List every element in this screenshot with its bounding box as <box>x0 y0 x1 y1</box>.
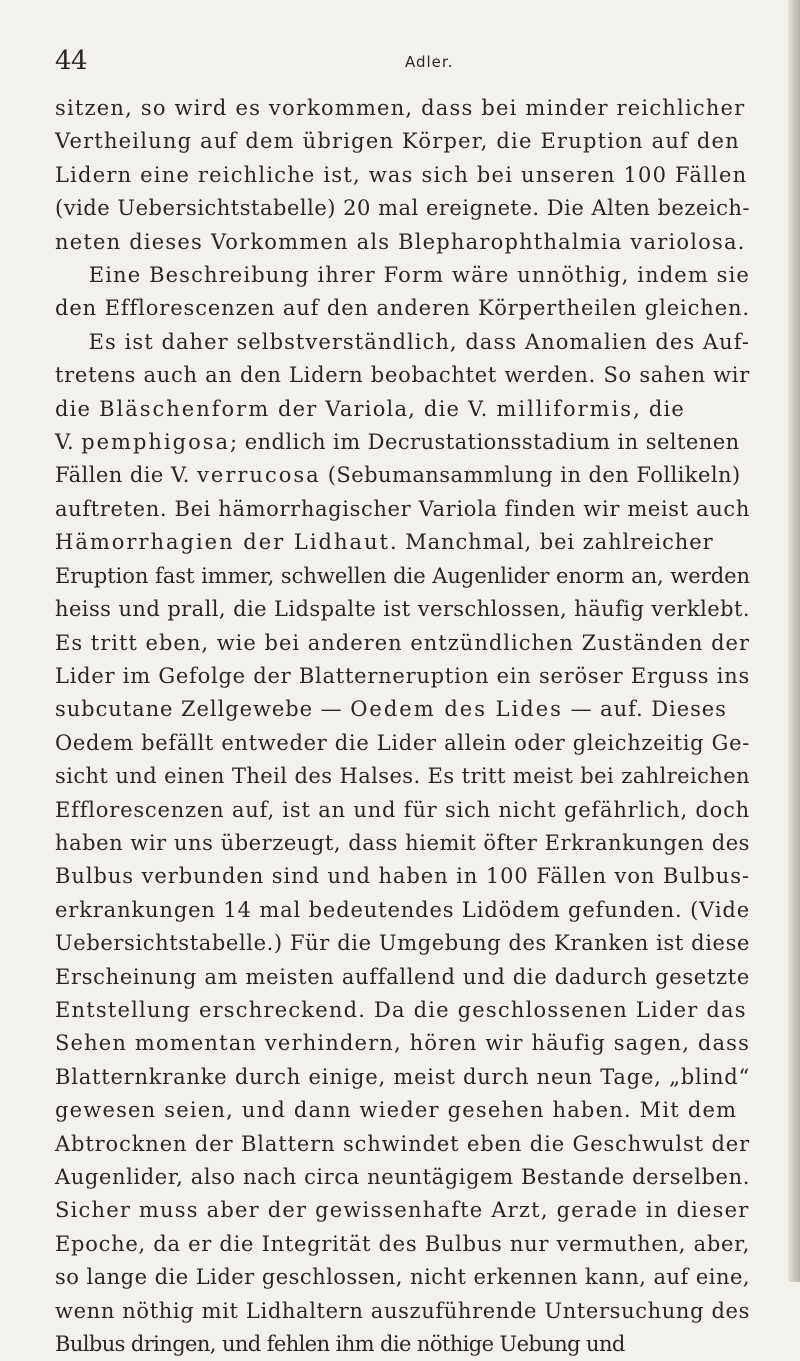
text-line <box>55 760 795 793</box>
text-segment: tretens auch an den Lidern beobachtet werden. So sahen wir <box>55 363 750 388</box>
text-segment: Blatternkranke durch einige, meist durch neun Tage, „blind“ <box>55 1064 750 1089</box>
text-segment: sitzen, so wird es vorkommen, dass bei minder reichlicher <box>55 96 746 120</box>
text-segment: Eruption fast immer, schwellen die Augenlider enorm an, werden <box>55 563 750 588</box>
text-line <box>55 1094 795 1127</box>
text-segment: Oedem befällt entweder die Lider allein oder gleichzeitig Ge- <box>55 730 750 755</box>
text-segment: Eine Beschreibung ihrer Form wäre unnöthig, indem sie <box>55 263 750 288</box>
emphasized-term: Bläschenform <box>99 396 271 421</box>
text-segment: sicht und einen Theil des Halses. Es tritt meist bei zahlreichen <box>55 764 750 789</box>
text-segment: Erscheinung am meisten auffallend und die dadurch gesetzte <box>55 964 750 989</box>
text-segment: Bulbus verbunden sind und haben in 100 Fällen von Bulbus- <box>55 864 750 889</box>
text-segment: heiss und prall, die Lidspalte ist verschlossen, häufig verklebt. <box>55 597 750 622</box>
text-segment: Augenlider, also nach circa neuntägigem Bestande derselben. <box>55 1165 750 1189</box>
page-header <box>55 46 755 76</box>
text-segment: V. <box>55 430 82 455</box>
text-segment: Bulbus dringen, und fehlen ihm die nöthige Uebung und <box>55 1332 625 1357</box>
text-segment: neten dieses Vorkommen als Blepharophthalmia variolosa. <box>55 229 746 254</box>
text-segment: Efflorescenzen auf, ist an und für sich nicht gefährlich, doch <box>55 797 750 822</box>
text-segment: Abtrocknen der Blattern schwindet eben die Geschwulst der <box>55 1131 750 1156</box>
emphasized-term: Oedem des Lides <box>350 697 563 722</box>
text-line <box>55 1228 795 1261</box>
text-line <box>55 660 795 693</box>
text-segment: wenn nöthig mit Lidhaltern auszuführende Untersuchung des <box>55 1298 750 1323</box>
text-line <box>55 1295 795 1328</box>
body-text <box>55 92 795 1361</box>
running-head: Adler. <box>405 53 454 71</box>
text-segment: Sehen momentan verhindern, hören wir häufig sagen, dass <box>55 1031 750 1056</box>
text-line <box>55 1194 795 1227</box>
text-segment: haben wir uns überzeugt, dass hiemit öfter Erkrankungen des <box>55 830 750 855</box>
text-line <box>55 994 795 1027</box>
text-segment: Es ist daher selbstverständlich, dass Anomalien des Auf- <box>55 329 750 354</box>
text-line <box>55 794 795 827</box>
text-segment: subcutane Zellgewebe — <box>55 697 351 722</box>
text-segment: (Sebumansammlung in den Follikeln) <box>320 463 741 488</box>
text-line <box>55 159 795 192</box>
text-line <box>55 627 795 660</box>
text-segment: Vertheilung auf dem übrigen Körper, die Eruption auf den <box>55 129 740 154</box>
text-segment: erkrankungen 14 mal bedeutendes Lidödem gefunden. (Vide <box>55 897 750 922</box>
text-segment: . Manchmal, bei zahlreicher <box>390 530 714 555</box>
text-line <box>55 860 795 893</box>
text-segment: die <box>55 396 100 421</box>
text-segment: den Efflorescenzen auf den anderen Körpertheilen gleichen. <box>55 296 750 321</box>
text-segment: so lange die Lider geschlossen, nicht erkennen kann, auf eine, <box>55 1265 750 1290</box>
text-line <box>55 259 795 292</box>
text-line <box>55 1061 795 1094</box>
text-line <box>55 326 795 359</box>
text-segment: Lidern eine reichliche ist, was sich bei unseren 100 Fällen <box>55 162 748 187</box>
text-line <box>55 961 795 994</box>
text-segment: ; endlich im Decrustationsstadium in seltenen <box>230 430 740 455</box>
text-line <box>55 727 795 760</box>
text-line <box>55 593 795 626</box>
text-line <box>55 393 795 426</box>
text-line <box>55 560 795 593</box>
text-line <box>55 359 795 392</box>
text-segment: Lider im Gefolge der Blatterneruption ein seröser Erguss ins <box>55 663 750 688</box>
text-segment: (vide Uebersichtstabelle) 20 mal ereignete. Die Alten bezeich- <box>55 196 750 221</box>
emphasized-term: Hämorrhagien der Lidhaut <box>55 530 390 555</box>
text-line <box>55 1161 795 1194</box>
text-line <box>55 526 795 559</box>
text-segment: Entstellung erschreckend. Da die geschlossenen Lider das <box>55 997 747 1022</box>
text-segment: Es tritt eben, wie bei anderen entzündlichen Zuständen der <box>55 630 750 655</box>
emphasized-term: milliformis <box>496 396 634 421</box>
text-line <box>55 192 795 225</box>
text-line <box>55 493 795 526</box>
text-line <box>55 1328 795 1361</box>
text-segment: , die <box>633 396 686 421</box>
text-segment: — auf. Dieses <box>562 697 727 722</box>
text-segment: gewesen seien, und dann wieder gesehen haben. Mit dem <box>55 1098 738 1123</box>
text-segment: Epoche, da er die Integrität des Bulbus nur vermuthen, aber, <box>55 1231 750 1256</box>
text-line <box>55 426 795 459</box>
emphasized-term: pemphigosa <box>81 430 231 455</box>
text-line <box>55 894 795 927</box>
page-number: 44 <box>55 46 88 76</box>
text-line <box>55 1027 795 1060</box>
text-segment: Sicher muss aber der gewissenhafte Arzt, gerade in dieser <box>55 1198 750 1223</box>
text-line <box>55 226 795 259</box>
text-line <box>55 292 795 325</box>
text-segment: auftreten. Bei hämorrhagischer Variola finden wir meist auch <box>55 496 750 521</box>
text-segment: der Variola, die V. <box>270 396 497 421</box>
text-segment: Fällen die V. <box>55 463 198 488</box>
text-line <box>55 1261 795 1294</box>
text-line <box>55 1128 795 1161</box>
text-line <box>55 693 795 726</box>
text-line <box>55 459 795 492</box>
text-line <box>55 125 795 158</box>
text-line <box>55 92 795 125</box>
emphasized-term: verrucosa <box>197 463 321 488</box>
text-line <box>55 927 795 960</box>
text-line <box>55 827 795 860</box>
text-segment: Uebersichtstabelle.) Für die Umgebung des Kranken ist diese <box>55 931 750 956</box>
